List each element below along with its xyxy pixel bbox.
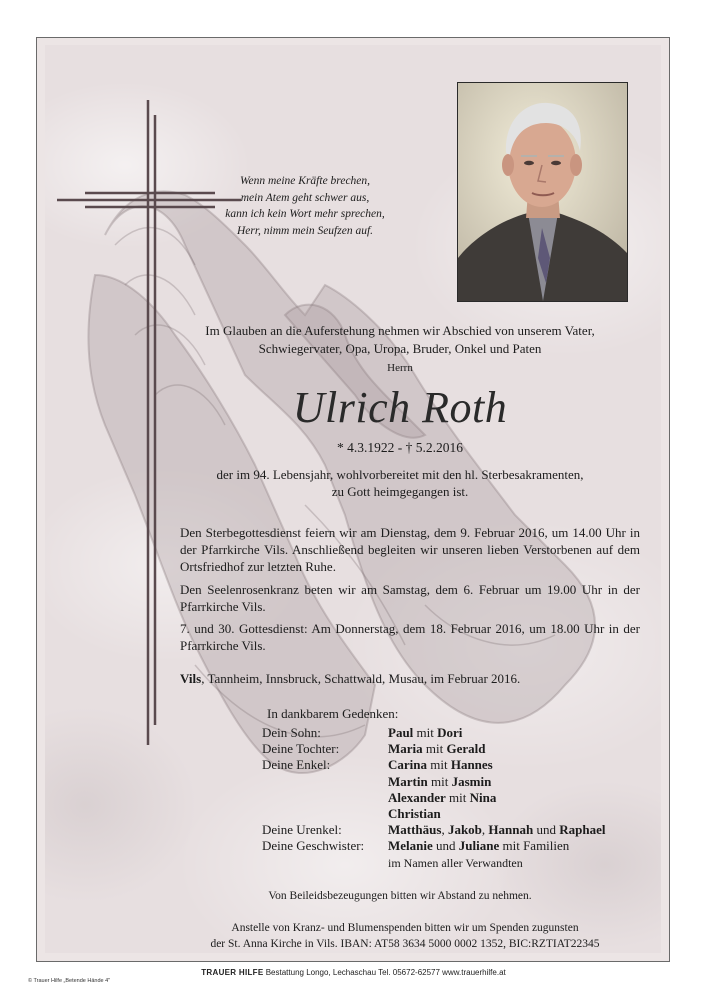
image-credit: © Trauer Hilfe „Betende Hände 4" xyxy=(28,978,111,984)
family-connector: mit xyxy=(413,725,438,740)
home-town: Vils xyxy=(180,671,202,686)
family-member-name: Gerald xyxy=(446,741,486,757)
rosary-paragraph: Den Seelenrosenkranz beten wir am Samstag, dem 6. Februar um 19.00 Uhr in der Pfarrkirche Vils. xyxy=(180,582,640,614)
family-member-name: Christian xyxy=(388,805,441,821)
undertaker-brand: TRAUER HILFE xyxy=(201,968,264,977)
family-row xyxy=(262,725,622,741)
family-names xyxy=(388,822,622,838)
family-member-name: Maria xyxy=(388,741,423,757)
portrait-photo xyxy=(457,82,628,302)
family-row xyxy=(262,774,622,790)
family-relation xyxy=(262,855,388,871)
family-member-name: Martin xyxy=(388,773,428,789)
family-relation xyxy=(262,806,388,822)
condolence-note: Von Beileidsbezeugungen bitten wir Abstand zu nehmen. xyxy=(268,890,532,902)
donation-line: Anstelle von Kranz- und Blumenspenden bitten wir um Spenden zugunsten xyxy=(231,922,579,934)
family-row xyxy=(262,838,622,854)
family-names xyxy=(388,774,622,790)
family-relation: Deine Geschwister: xyxy=(262,838,365,854)
family-row xyxy=(262,822,622,838)
life-dates: * 4.3.1922 - † 5.2.2016 xyxy=(337,440,463,455)
gratitude-heading: In dankbarem Gedenken: xyxy=(267,706,399,721)
family-member-name: Hannah xyxy=(488,822,534,838)
family-connector: mit xyxy=(422,741,447,757)
family-member-name: Nina xyxy=(469,789,497,805)
family-member-name: Jasmin xyxy=(451,773,492,789)
family-connector: und xyxy=(533,822,560,838)
family-names xyxy=(388,855,622,871)
poem-line: Herr, nimm mein Seufzen auf. xyxy=(236,224,374,237)
family-member-name: Jakob xyxy=(447,822,482,838)
passing-line: zu Gott heimgegangen ist. xyxy=(331,484,469,499)
family-relation: Deine Urenkel: xyxy=(262,822,342,838)
family-member-name: Hannes xyxy=(450,757,493,773)
passing-text xyxy=(170,466,630,500)
memorial-mass-paragraph: 7. und 30. Gottesdienst: Am Donnerstag, dem 18. Februar 2016, um 18.00 Uhr in der Pfarrkirche Vils. xyxy=(180,621,640,653)
family-relation: Deine Tochter: xyxy=(262,741,340,757)
deceased-name: Ulrich Roth xyxy=(292,383,508,432)
family-member-name: Alexander xyxy=(388,789,446,805)
family-member-name: Melanie xyxy=(388,838,433,854)
funeral-service-paragraph: Den Sterbegottesdienst feiern wir am Dienstag, dem 9. Februar 2016, um 14.00 Uhr in der Pfarrkirche Vils. Anschließend begleiten wir unseren lieben Verstorbenen auf dem Ortsfriedhof zur letzten Ruhe. xyxy=(180,525,640,574)
family-connector: , xyxy=(481,822,489,838)
undertaker-details: Bestattung Longo, Lechaschau Tel. 05672-62577 www.trauerhilfe.at xyxy=(263,968,506,977)
family-names xyxy=(388,838,622,854)
family-relation: Dein Sohn: xyxy=(262,725,321,740)
family-names xyxy=(388,725,622,741)
poem-line: Wenn meine Kräfte brechen, xyxy=(239,175,371,187)
family-connector: im Namen aller Verwandten xyxy=(388,855,523,870)
undertaker-footer xyxy=(0,968,707,977)
family-connector: , xyxy=(441,822,448,838)
family-connector: mit xyxy=(427,773,452,789)
family-member-name: Dori xyxy=(437,725,463,740)
passing-line: der im 94. Lebensjahr, wohlvorbereitet mit den hl. Sterbesakramenten, xyxy=(216,467,584,482)
poem-line: mein Atem geht schwer aus, xyxy=(240,191,370,204)
family-member-name: Raphael xyxy=(559,822,606,838)
family-row xyxy=(262,855,622,871)
poem-line: kann ich kein Wort mehr sprechen, xyxy=(225,208,385,220)
places-line xyxy=(180,670,640,687)
family-relation xyxy=(262,774,388,790)
family-row xyxy=(262,790,622,806)
family-member-name: Juliane xyxy=(458,838,500,854)
salutation: Herrn xyxy=(387,362,413,374)
family-row xyxy=(262,806,622,822)
family-member-name: Carina xyxy=(388,757,427,773)
family-names xyxy=(388,757,622,773)
family-connector: mit Familien xyxy=(499,838,570,854)
donation-line: der St. Anna Kirche in Vils. IBAN: AT58 3634 5000 0002 1352, BIC:RZTIAT22345 xyxy=(210,938,600,950)
family-row xyxy=(262,757,622,773)
other-places: , Tannheim, Innsbruck, Schattwald, Musau, im Februar 2016. xyxy=(201,671,521,686)
family-names xyxy=(388,790,622,806)
family-row xyxy=(262,741,622,757)
family-list xyxy=(262,725,622,871)
poem-verse xyxy=(175,173,435,239)
family-connector: und xyxy=(432,838,459,854)
family-connector: mit xyxy=(427,757,451,773)
family-relation: Deine Enkel: xyxy=(262,757,331,773)
family-names xyxy=(388,806,622,822)
family-member-name: Matthäus xyxy=(388,822,442,838)
portrait-image xyxy=(458,83,627,301)
family-member-name: Paul xyxy=(388,725,414,740)
donation-note xyxy=(160,920,650,952)
intro-text xyxy=(170,322,630,358)
family-relation xyxy=(262,790,388,806)
intro-line: Schwiegervater, Opa, Uropa, Bruder, Onkel und Paten xyxy=(258,341,542,356)
intro-line: Im Glauben an die Auferstehung nehmen wir Abschied von unserem Vater, xyxy=(205,323,595,338)
family-names xyxy=(388,741,622,757)
family-connector: mit xyxy=(445,789,470,805)
